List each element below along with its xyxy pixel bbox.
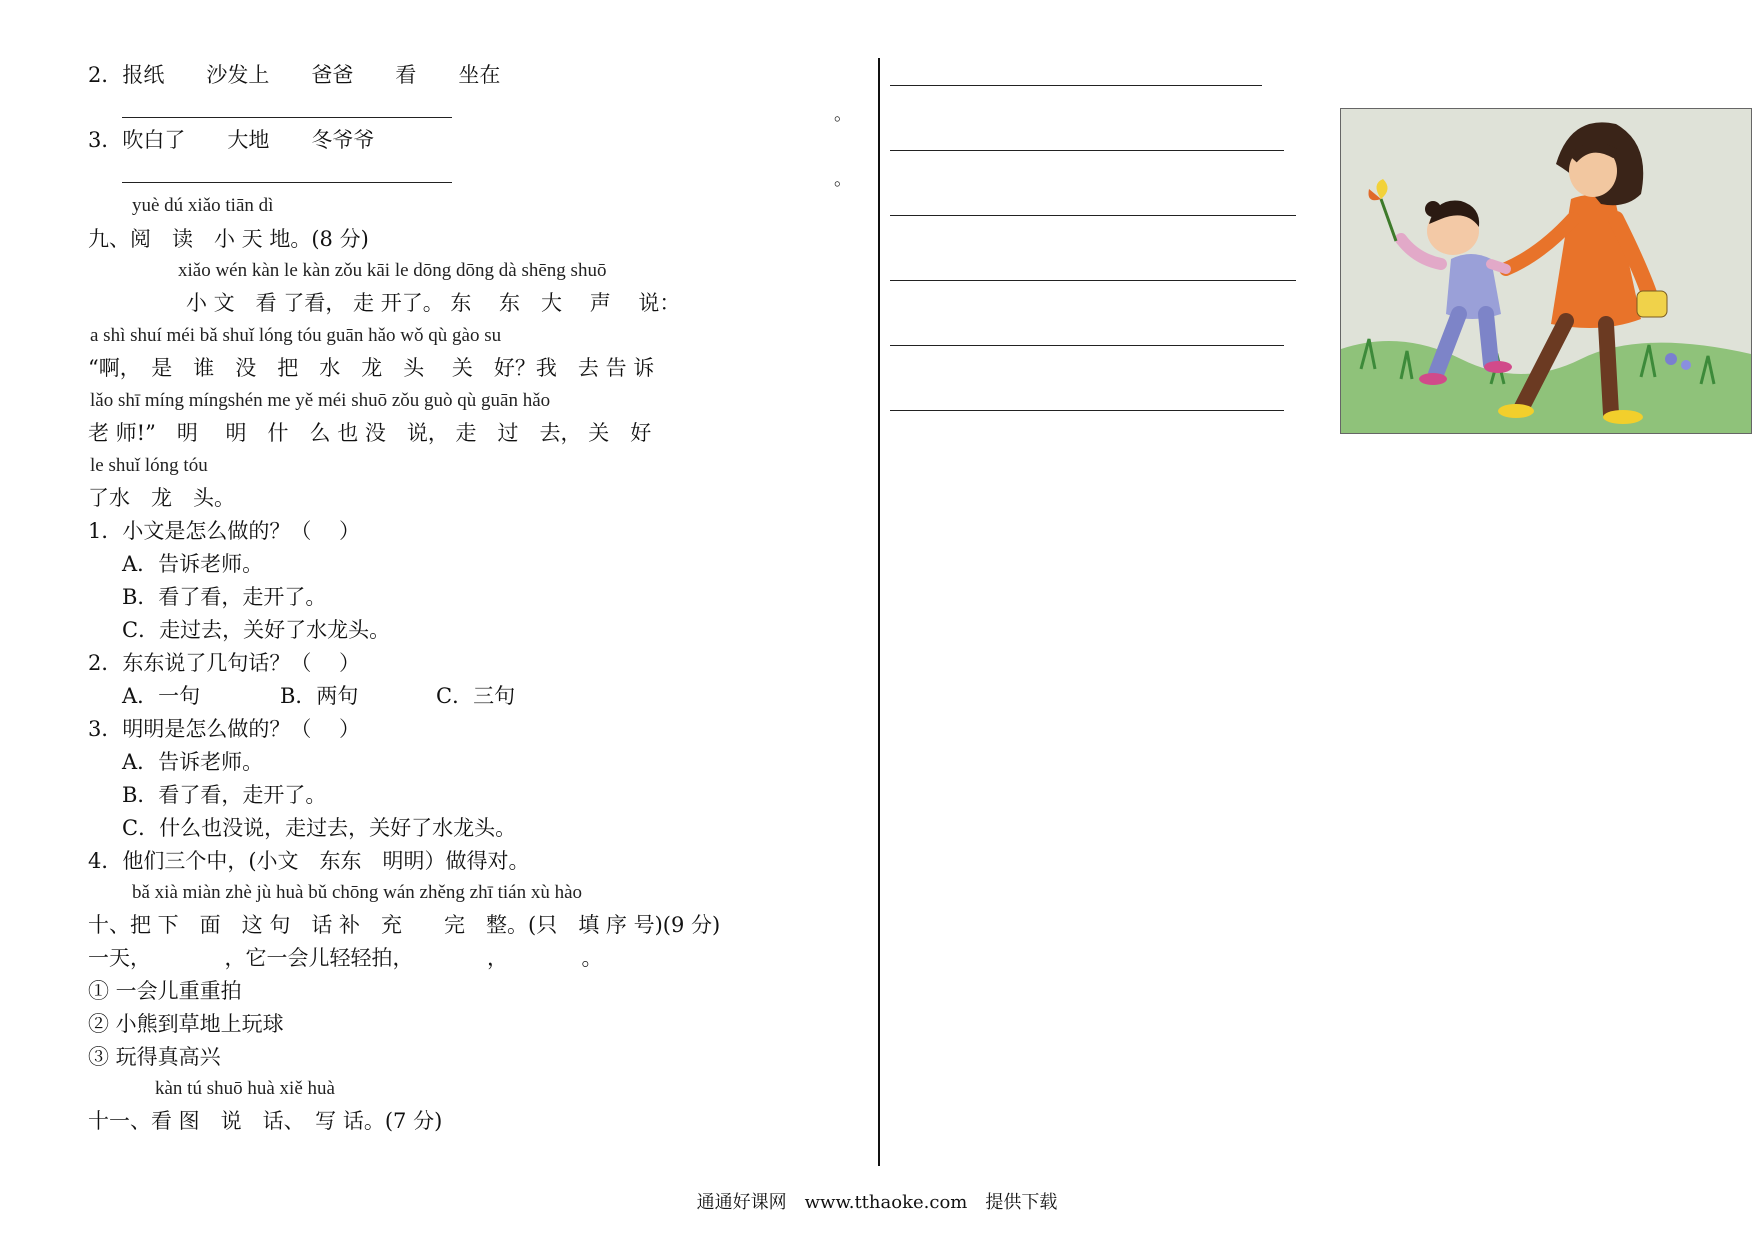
column-divider — [878, 58, 880, 1166]
reading-question-1: 1．小文是怎么做的？（ ） — [88, 519, 361, 543]
writing-line — [890, 215, 1296, 216]
passage-pinyin-1: xiǎo wén kàn le kàn zǒu kāi le dōng dōng dà shēng shuō — [178, 260, 607, 281]
choice-2: ② 小熊到草地上玩球 — [88, 1012, 284, 1036]
section-11-title: 十一、看 图 说 话、 写 话。(7 分) — [88, 1109, 443, 1133]
mother-child-illustration — [1340, 108, 1752, 434]
reading-question-2: 2．东东说了几句话？（ ） — [88, 651, 361, 675]
passage-line-2: “啊， 是 谁 没 把 水 龙 头 关 好？我 去 告 诉 — [88, 356, 655, 380]
option-b: B．看了看，走开了。 — [122, 783, 327, 807]
option-a: A．一句 — [122, 684, 201, 708]
writing-line — [890, 150, 1284, 151]
reading-question-4: 4．他们三个中，(小文 东东 明明）做得对。 — [88, 849, 530, 873]
passage-line-3: 老 师!” 明 明 什 么 也 没 说， 走 过 去， 关 好 — [88, 421, 652, 445]
reading-question-3: 3．明明是怎么做的？（ ） — [88, 717, 361, 741]
section-9-title: 九、阅 读 小 天 地。(8 分) — [88, 227, 369, 251]
section-10-title: 十、把 下 面 这 句 话 补 充 完 整。(只 填 序 号)(9 分) — [88, 913, 721, 937]
answer-line — [122, 117, 452, 118]
section-10-pinyin: bǎ xià miàn zhè jù huà bǔ chōng wán zhěng zhī tián xù hào — [132, 882, 583, 903]
option-c: C．三句 — [436, 684, 516, 708]
period-mark: 。 — [834, 104, 852, 125]
option-c: C．走过去，关好了水龙头。 — [122, 618, 391, 642]
option-a: A．告诉老师。 — [122, 552, 264, 576]
option-b: B．两句 — [280, 684, 359, 708]
passage-pinyin-3: lǎo shī míng míngshén me yě méi shuō zǒu guò qù guān hǎo — [90, 390, 551, 411]
section-11-pinyin: kàn tú shuō huà xiě huà — [155, 1078, 335, 1099]
writing-line — [890, 280, 1296, 281]
section-9-pinyin: yuè dú xiǎo tiān dì — [132, 195, 274, 216]
fill-sentence: 一天， ，它一会儿轻轻拍， ， 。 — [88, 946, 603, 970]
writing-line — [890, 85, 1262, 86]
question-8-2: 2．报纸 沙发上 爸爸 看 坐在 — [88, 63, 501, 87]
passage-pinyin-4: le shuǐ lóng tóu — [90, 455, 208, 476]
passage-line-4: 了水 龙 头。 — [88, 486, 235, 510]
writing-line — [890, 410, 1284, 411]
choice-1: ① 一会儿重重拍 — [88, 979, 242, 1003]
question-8-3: 3．吹白了 大地 冬爷爷 — [88, 128, 375, 152]
writing-line — [890, 345, 1284, 346]
option-c: C．什么也没说，走过去，关好了水龙头。 — [122, 816, 517, 840]
download-footer: 通通好课网 www.tthaoke.com 提供下载 — [696, 1192, 1058, 1213]
period-mark: 。 — [834, 169, 852, 190]
answer-line — [122, 182, 452, 183]
choice-3: ③ 玩得真高兴 — [88, 1045, 221, 1069]
passage-pinyin-2: a shì shuí méi bǎ shuǐ lóng tóu guān hǎo wǒ qù gào su — [90, 325, 502, 346]
passage-line-1: 小 文 看 了看， 走 开了。 东 东 大 声 说： — [186, 291, 681, 315]
option-b: B．看了看，走开了。 — [122, 585, 327, 609]
option-a: A．告诉老师。 — [122, 750, 264, 774]
